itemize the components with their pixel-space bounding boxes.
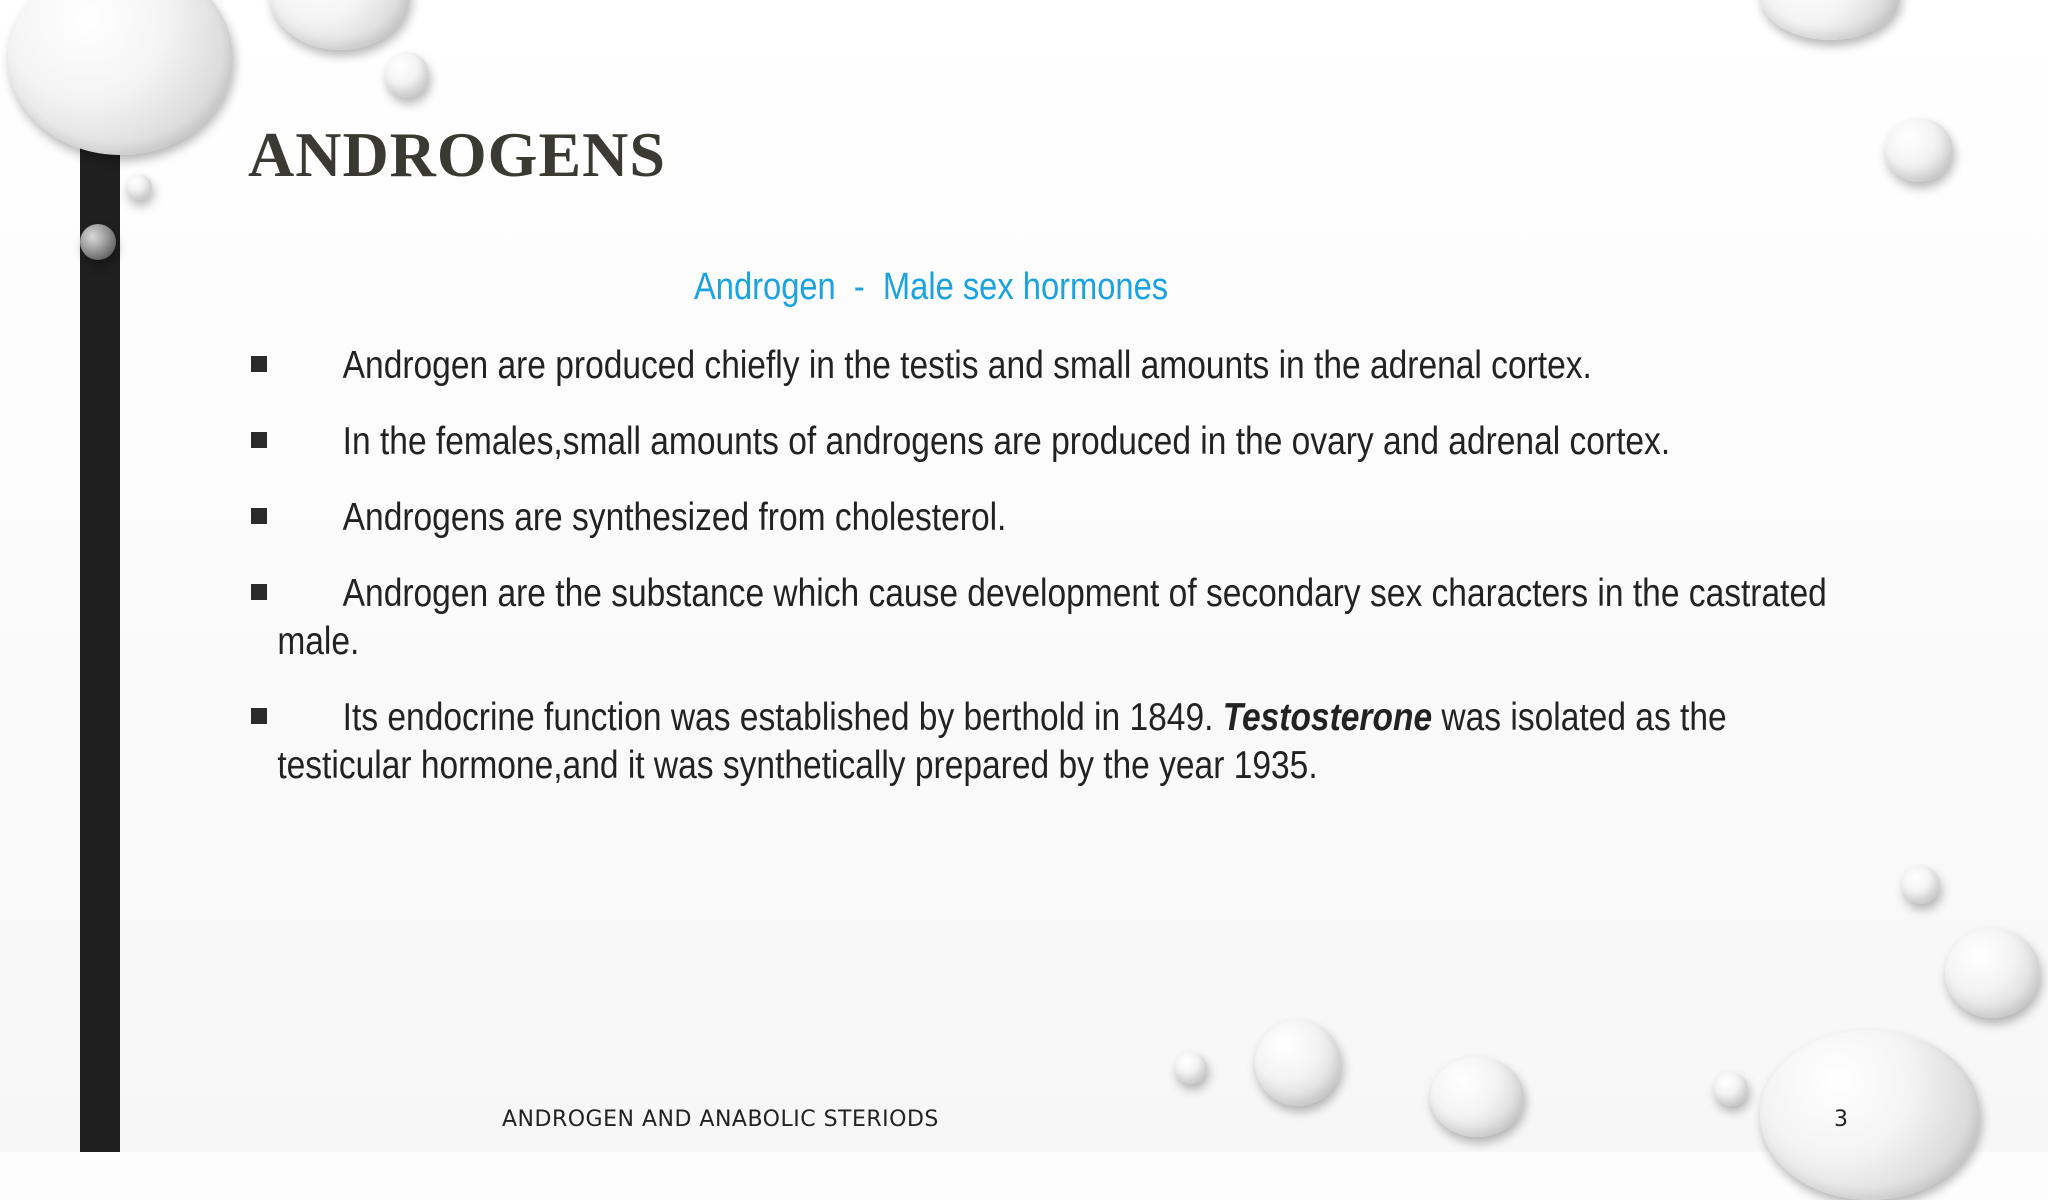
bullet-text-continuation: testicular hormone,and it was synthetically prepared by the year 1935. (277, 744, 1318, 787)
square-bullet-icon (251, 584, 267, 600)
bullet-text: Androgen are produced chiefly in the testis and small amounts in the adrenal cortex. (342, 344, 1592, 387)
square-bullet-icon (251, 708, 267, 724)
bullet-text: Androgen are the substance which cause development of secondary sex characters in the castrated (342, 572, 1827, 615)
water-drop-icon (1760, 0, 1900, 40)
water-drop-icon (1175, 1052, 1207, 1084)
slide-subtitle: Androgen - Male sex hormones (694, 266, 1169, 308)
square-bullet-icon (251, 356, 267, 372)
bullet-text: Androgens are synthesized from cholesterol. (342, 496, 1007, 539)
water-drop-icon (126, 174, 152, 200)
page-number: 3 (1834, 1107, 1848, 1132)
list-item (248, 694, 1898, 790)
emphasis-term: Testosterone (1222, 696, 1433, 739)
bullet-text-continuation: male. (277, 620, 360, 663)
slide-title: ANDROGENS (248, 119, 666, 190)
list-item (248, 570, 1898, 666)
water-drop-icon (8, 0, 233, 155)
water-drop-icon (1714, 1072, 1748, 1106)
list-item (248, 342, 1898, 390)
bullet-text: In the females,small amounts of androgens are produced in the ovary and adrenal cortex. (342, 420, 1671, 463)
water-drop-icon (80, 224, 116, 260)
water-drop-icon (270, 0, 410, 50)
list-item (248, 418, 1898, 466)
water-drop-icon (1885, 118, 1953, 182)
water-drop-icon (1945, 928, 2040, 1018)
bullet-text: Its endocrine function was established by berthold in 1849. (342, 696, 1223, 739)
slide-footer: ANDROGEN AND ANABOLIC STERIODS (502, 1107, 939, 1132)
water-drop-icon (1760, 1030, 1980, 1200)
bullet-list (248, 342, 1898, 818)
list-item (248, 494, 1898, 542)
water-drop-icon (1255, 1020, 1341, 1106)
left-accent-bar (80, 0, 120, 1152)
water-drop-icon (1902, 866, 1940, 904)
bullet-text: was isolated as the (1432, 696, 1727, 739)
square-bullet-icon (251, 508, 267, 524)
square-bullet-icon (251, 432, 267, 448)
water-drop-icon (1430, 1057, 1524, 1137)
water-drop-icon (385, 52, 429, 98)
